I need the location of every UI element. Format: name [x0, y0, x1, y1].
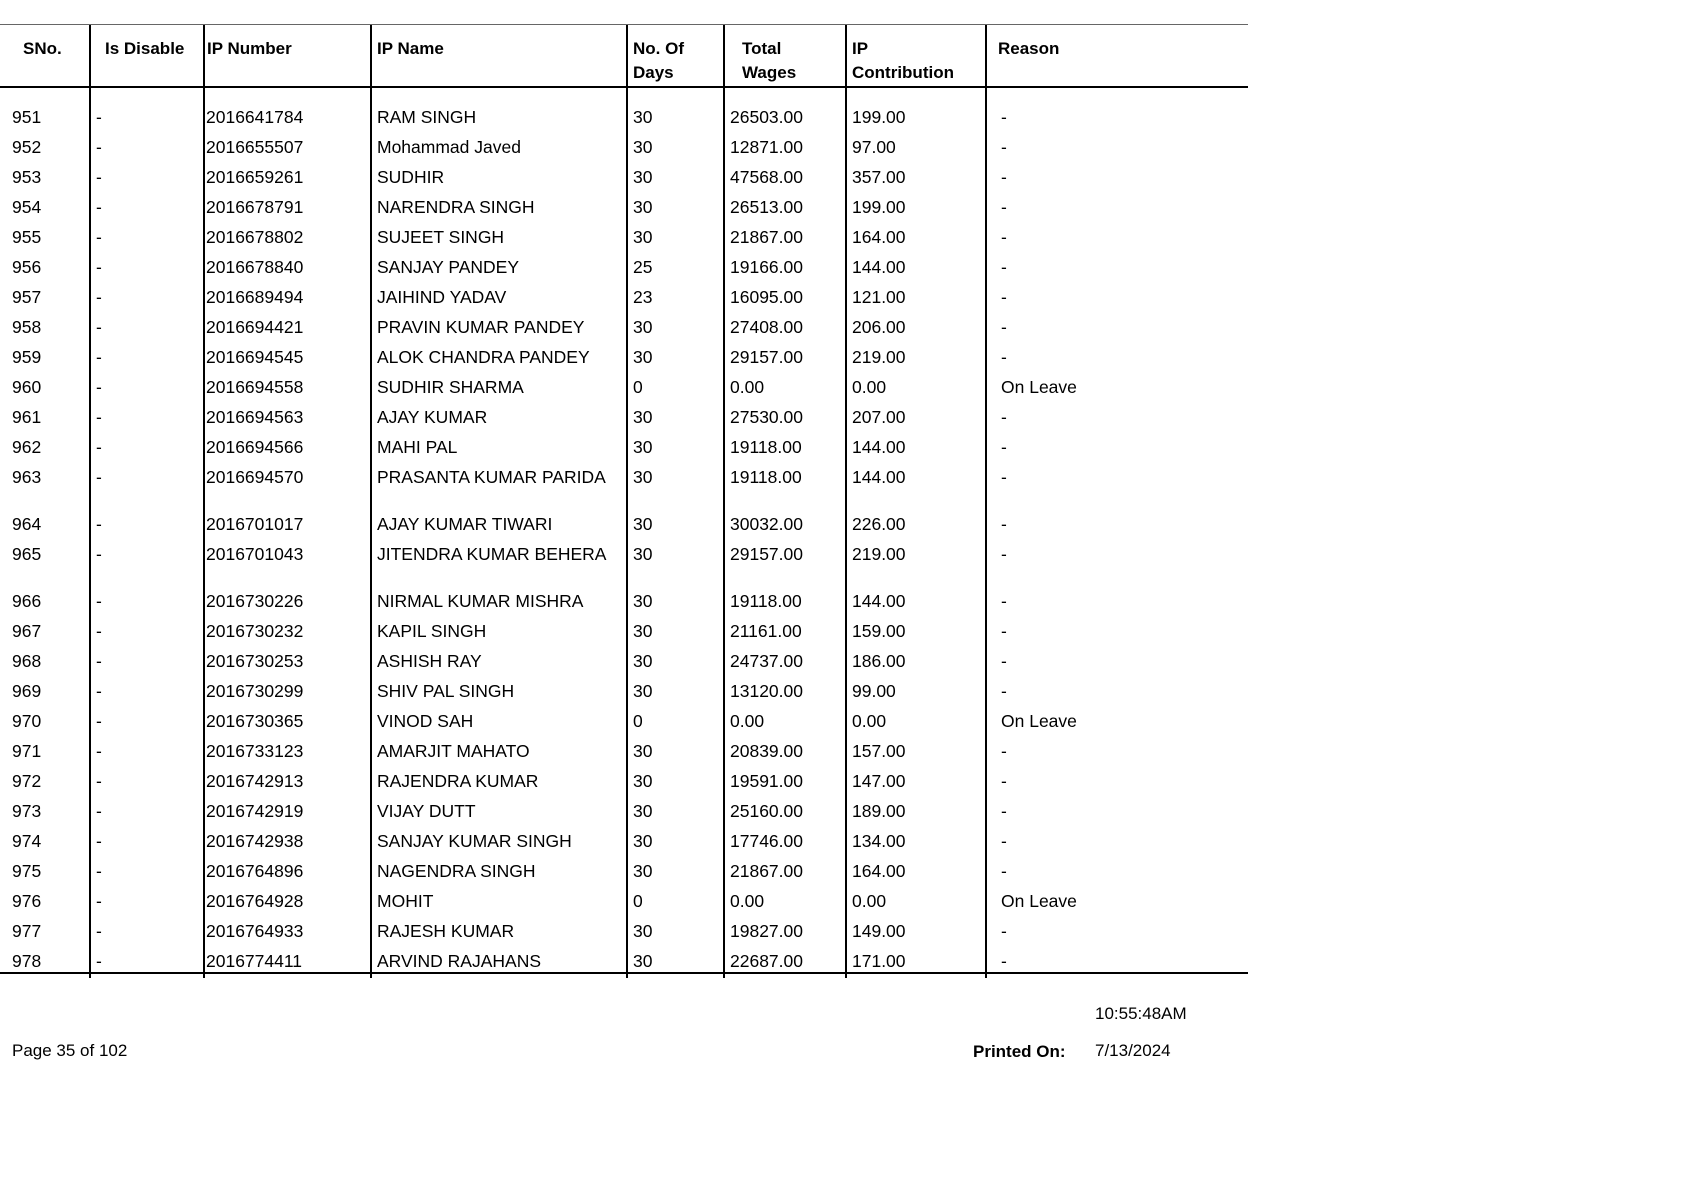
cell-sno: 969 — [12, 681, 42, 701]
cell-reason: - — [1001, 227, 1007, 247]
cell-sno: 961 — [12, 407, 42, 427]
header-reason: Reason — [998, 39, 1060, 58]
cell-sno: 963 — [12, 467, 42, 487]
cell-wages: 16095.00 — [730, 287, 803, 307]
cell-wages: 27408.00 — [730, 317, 803, 337]
cell-wages: 26513.00 — [730, 197, 803, 217]
cell-contribution: 189.00 — [852, 801, 906, 821]
cell-is-disable: - — [96, 514, 102, 534]
cell-contribution: 219.00 — [852, 347, 906, 367]
cell-sno: 966 — [12, 591, 42, 611]
cell-ip-number: 2016694570 — [206, 467, 304, 487]
cell-ip-name: KAPIL SINGH — [377, 621, 487, 641]
cell-wages: 22687.00 — [730, 951, 803, 971]
cell-contribution: 121.00 — [852, 287, 906, 307]
header-no-of-days — [633, 37, 684, 85]
cell-is-disable: - — [96, 437, 102, 457]
cell-reason: - — [1001, 287, 1007, 307]
cell-is-disable: - — [96, 317, 102, 337]
cell-ip-number: 2016730253 — [206, 651, 304, 671]
cell-is-disable: - — [96, 591, 102, 611]
cell-reason: - — [1001, 921, 1007, 941]
cell-wages: 25160.00 — [730, 801, 803, 821]
cell-contribution: 164.00 — [852, 861, 906, 881]
cell-is-disable: - — [96, 107, 102, 127]
cell-ip-name: NARENDRA SINGH — [377, 197, 535, 217]
cell-ip-name: JAIHIND YADAV — [377, 287, 507, 307]
cell-reason: - — [1001, 801, 1007, 821]
cell-ip-name: ASHISH RAY — [377, 651, 482, 671]
column-divider — [203, 25, 205, 978]
cell-ip-number: 2016689494 — [206, 287, 304, 307]
cell-days: 30 — [633, 137, 653, 157]
cell-days: 30 — [633, 437, 653, 457]
cell-reason: - — [1001, 951, 1007, 971]
cell-reason: On Leave — [1001, 891, 1077, 911]
cell-days: 30 — [633, 801, 653, 821]
cell-sno: 975 — [12, 861, 42, 881]
cell-ip-name: AMARJIT MAHATO — [377, 741, 530, 761]
cell-ip-number: 2016730365 — [206, 711, 304, 731]
cell-is-disable: - — [96, 771, 102, 791]
cell-ip-number: 2016774411 — [206, 951, 303, 971]
cell-contribution: 199.00 — [852, 197, 906, 217]
cell-is-disable: - — [96, 951, 102, 971]
cell-wages: 20839.00 — [730, 741, 803, 761]
cell-is-disable: - — [96, 921, 102, 941]
cell-sno: 978 — [12, 951, 42, 971]
cell-is-disable: - — [96, 891, 102, 911]
cell-ip-number: 2016742938 — [206, 831, 304, 851]
cell-is-disable: - — [96, 377, 102, 397]
cell-ip-name: JITENDRA KUMAR BEHERA — [377, 544, 607, 564]
cell-days: 30 — [633, 407, 653, 427]
cell-contribution: 149.00 — [852, 921, 906, 941]
header-ip-contribution — [852, 37, 954, 85]
cell-days: 30 — [633, 107, 653, 127]
cell-sno: 956 — [12, 257, 42, 277]
cell-reason: - — [1001, 514, 1007, 534]
cell-ip-number: 2016764933 — [206, 921, 304, 941]
cell-sno: 960 — [12, 377, 42, 397]
header-bottom-rule — [0, 86, 1248, 88]
cell-wages: 21867.00 — [730, 227, 803, 247]
cell-ip-name: NAGENDRA SINGH — [377, 861, 536, 881]
cell-sno: 965 — [12, 544, 42, 564]
cell-ip-name: SANJAY PANDEY — [377, 257, 519, 277]
cell-wages: 19591.00 — [730, 771, 803, 791]
cell-contribution: 134.00 — [852, 831, 906, 851]
cell-reason: - — [1001, 651, 1007, 671]
cell-reason: - — [1001, 771, 1007, 791]
cell-is-disable: - — [96, 227, 102, 247]
cell-days: 30 — [633, 951, 653, 971]
cell-ip-name: SANJAY KUMAR SINGH — [377, 831, 572, 851]
cell-is-disable: - — [96, 544, 102, 564]
cell-days: 30 — [633, 771, 653, 791]
cell-reason: - — [1001, 407, 1007, 427]
cell-sno: 967 — [12, 621, 42, 641]
cell-wages: 30032.00 — [730, 514, 803, 534]
header-no-of-days-line1: No. Of — [633, 39, 684, 58]
cell-is-disable: - — [96, 257, 102, 277]
cell-contribution: 186.00 — [852, 651, 906, 671]
printed-date: 7/13/2024 — [1095, 1041, 1171, 1060]
cell-days: 30 — [633, 591, 653, 611]
cell-ip-number: 2016730299 — [206, 681, 304, 701]
cell-reason: On Leave — [1001, 711, 1077, 731]
cell-is-disable: - — [96, 711, 102, 731]
cell-wages: 21161.00 — [730, 621, 802, 641]
cell-ip-name: RAJENDRA KUMAR — [377, 771, 539, 791]
cell-days: 0 — [633, 711, 643, 731]
cell-days: 0 — [633, 377, 643, 397]
cell-wages: 29157.00 — [730, 544, 803, 564]
column-divider — [370, 25, 372, 978]
cell-reason: - — [1001, 167, 1007, 187]
cell-days: 30 — [633, 831, 653, 851]
cell-ip-number: 2016641784 — [206, 107, 304, 127]
cell-reason: - — [1001, 437, 1007, 457]
cell-sno: 954 — [12, 197, 42, 217]
cell-reason: - — [1001, 107, 1007, 127]
cell-contribution: 219.00 — [852, 544, 906, 564]
cell-sno: 951 — [12, 107, 42, 127]
cell-wages: 19118.00 — [730, 437, 802, 457]
cell-days: 30 — [633, 921, 653, 941]
cell-contribution: 144.00 — [852, 257, 906, 277]
cell-reason: - — [1001, 257, 1007, 277]
cell-sno: 976 — [12, 891, 42, 911]
cell-is-disable: - — [96, 137, 102, 157]
column-divider — [723, 25, 725, 978]
cell-contribution: 164.00 — [852, 227, 906, 247]
cell-wages: 19827.00 — [730, 921, 803, 941]
printed-on-label: Printed On: — [973, 1042, 1066, 1061]
cell-is-disable: - — [96, 801, 102, 821]
cell-ip-name: ALOK CHANDRA PANDEY — [377, 347, 590, 367]
cell-is-disable: - — [96, 651, 102, 671]
cell-ip-number: 2016733123 — [206, 741, 304, 761]
cell-contribution: 147.00 — [852, 771, 906, 791]
cell-days: 30 — [633, 651, 653, 671]
cell-contribution: 171.00 — [852, 951, 906, 971]
cell-is-disable: - — [96, 347, 102, 367]
cell-is-disable: - — [96, 861, 102, 881]
cell-contribution: 0.00 — [852, 377, 887, 397]
cell-ip-name: RAM SINGH — [377, 107, 477, 127]
cell-ip-number: 2016694558 — [206, 377, 304, 397]
cell-sno: 955 — [12, 227, 42, 247]
cell-is-disable: - — [96, 407, 102, 427]
cell-ip-name: ARVIND RAJAHANS — [377, 951, 542, 971]
cell-ip-number: 2016764928 — [206, 891, 304, 911]
cell-days: 30 — [633, 514, 653, 534]
cell-sno: 959 — [12, 347, 42, 367]
cell-ip-name: PRAVIN KUMAR PANDEY — [377, 317, 585, 337]
cell-days: 30 — [633, 197, 653, 217]
cell-days: 25 — [633, 257, 653, 277]
cell-sno: 973 — [12, 801, 42, 821]
cell-contribution: 159.00 — [852, 621, 906, 641]
cell-ip-name: SUDHIR SHARMA — [377, 377, 524, 397]
cell-ip-name: Mohammad Javed — [377, 137, 521, 157]
cell-sno: 957 — [12, 287, 42, 307]
page-number: Page 35 of 102 — [12, 1041, 128, 1060]
cell-ip-number: 2016701043 — [206, 544, 304, 564]
cell-sno: 958 — [12, 317, 42, 337]
cell-contribution: 226.00 — [852, 514, 906, 534]
header-ip-contribution-line2: Contribution — [852, 63, 954, 82]
cell-ip-number: 2016678802 — [206, 227, 304, 247]
cell-ip-number: 2016730232 — [206, 621, 304, 641]
cell-is-disable: - — [96, 831, 102, 851]
cell-wages: 0.00 — [730, 377, 765, 397]
cell-reason: - — [1001, 197, 1007, 217]
header-sno: SNo. — [23, 39, 62, 58]
header-ip-name: IP Name — [377, 39, 444, 58]
cell-wages: 0.00 — [730, 711, 765, 731]
header-total-wages — [742, 37, 796, 85]
cell-wages: 19118.00 — [730, 467, 802, 487]
cell-sno: 977 — [12, 921, 42, 941]
header-ip-number: IP Number — [207, 39, 292, 58]
cell-sno: 968 — [12, 651, 42, 671]
cell-ip-number: 2016764896 — [206, 861, 304, 881]
cell-days: 30 — [633, 347, 653, 367]
printed-time: 10:55:48AM — [1095, 1004, 1187, 1023]
cell-reason: - — [1001, 621, 1007, 641]
cell-reason: On Leave — [1001, 377, 1077, 397]
cell-days: 30 — [633, 317, 653, 337]
cell-ip-name: SHIV PAL SINGH — [377, 681, 515, 701]
cell-ip-name: VIJAY DUTT — [377, 801, 476, 821]
cell-wages: 13120.00 — [730, 681, 803, 701]
cell-reason: - — [1001, 831, 1007, 851]
cell-days: 30 — [633, 467, 653, 487]
table-bottom-rule — [0, 972, 1248, 974]
header-ip-contribution-line1: IP — [852, 39, 869, 58]
header-total-wages-line1: Total — [742, 39, 782, 58]
header-total-wages-line2: Wages — [742, 63, 797, 82]
cell-contribution: 207.00 — [852, 407, 906, 427]
cell-days: 30 — [633, 621, 653, 641]
cell-reason: - — [1001, 467, 1007, 487]
cell-ip-name: SUJEET SINGH — [377, 227, 505, 247]
cell-sno: 962 — [12, 437, 42, 457]
cell-days: 23 — [633, 287, 653, 307]
cell-days: 30 — [633, 741, 653, 761]
cell-contribution: 0.00 — [852, 711, 887, 731]
cell-ip-number: 2016730226 — [206, 591, 304, 611]
cell-contribution: 157.00 — [852, 741, 906, 761]
cell-ip-number: 2016678791 — [206, 197, 304, 217]
cell-contribution: 357.00 — [852, 167, 906, 187]
cell-wages: 29157.00 — [730, 347, 803, 367]
cell-is-disable: - — [96, 741, 102, 761]
cell-ip-number: 2016678840 — [206, 257, 304, 277]
cell-days: 30 — [633, 167, 653, 187]
cell-ip-number: 2016694563 — [206, 407, 304, 427]
cell-reason: - — [1001, 591, 1007, 611]
cell-is-disable: - — [96, 681, 102, 701]
cell-ip-name: RAJESH KUMAR — [377, 921, 515, 941]
cell-reason: - — [1001, 137, 1007, 157]
cell-contribution: 199.00 — [852, 107, 906, 127]
cell-sno: 970 — [12, 711, 42, 731]
cell-is-disable: - — [96, 167, 102, 187]
cell-contribution: 144.00 — [852, 591, 906, 611]
cell-ip-name: AJAY KUMAR TIWARI — [377, 514, 553, 534]
cell-reason: - — [1001, 741, 1007, 761]
cell-ip-name: SUDHIR — [377, 167, 445, 187]
cell-days: 30 — [633, 861, 653, 881]
cell-days: 30 — [633, 227, 653, 247]
cell-days: 30 — [633, 681, 653, 701]
cell-is-disable: - — [96, 287, 102, 307]
cell-reason: - — [1001, 317, 1007, 337]
cell-ip-name: MOHIT — [377, 891, 434, 911]
cell-is-disable: - — [96, 197, 102, 217]
cell-ip-name: AJAY KUMAR — [377, 407, 488, 427]
cell-sno: 974 — [12, 831, 42, 851]
cell-sno: 964 — [12, 514, 42, 534]
cell-ip-number: 2016694421 — [206, 317, 304, 337]
cell-wages: 27530.00 — [730, 407, 803, 427]
cell-wages: 24737.00 — [730, 651, 803, 671]
cell-reason: - — [1001, 861, 1007, 881]
cell-contribution: 0.00 — [852, 891, 887, 911]
cell-days: 0 — [633, 891, 643, 911]
cell-ip-name: PRASANTA KUMAR PARIDA — [377, 467, 606, 487]
column-divider — [89, 25, 91, 978]
cell-contribution: 206.00 — [852, 317, 906, 337]
cell-sno: 952 — [12, 137, 42, 157]
cell-ip-number: 2016742919 — [206, 801, 304, 821]
cell-wages: 47568.00 — [730, 167, 803, 187]
cell-reason: - — [1001, 347, 1007, 367]
cell-sno: 953 — [12, 167, 42, 187]
cell-ip-number: 2016659261 — [206, 167, 304, 187]
cell-ip-number: 2016694545 — [206, 347, 304, 367]
cell-wages: 21867.00 — [730, 861, 803, 881]
cell-reason: - — [1001, 544, 1007, 564]
cell-is-disable: - — [96, 621, 102, 641]
cell-wages: 17746.00 — [730, 831, 803, 851]
cell-ip-number: 2016655507 — [206, 137, 304, 157]
cell-wages: 12871.00 — [730, 137, 803, 157]
cell-is-disable: - — [96, 467, 102, 487]
cell-wages: 19166.00 — [730, 257, 803, 277]
cell-ip-number: 2016701017 — [206, 514, 304, 534]
cell-contribution: 99.00 — [852, 681, 896, 701]
cell-reason: - — [1001, 681, 1007, 701]
table-top-rule — [0, 24, 1248, 25]
cell-contribution: 144.00 — [852, 467, 906, 487]
cell-contribution: 97.00 — [852, 137, 896, 157]
cell-wages: 26503.00 — [730, 107, 803, 127]
cell-contribution: 144.00 — [852, 437, 906, 457]
cell-days: 30 — [633, 544, 653, 564]
cell-ip-number: 2016694566 — [206, 437, 304, 457]
column-divider — [845, 25, 847, 978]
header-is-disable: Is Disable — [105, 39, 185, 58]
cell-ip-name: VINOD SAH — [377, 711, 474, 731]
header-no-of-days-line2: Days — [633, 63, 674, 82]
cell-ip-name: NIRMAL KUMAR MISHRA — [377, 591, 584, 611]
cell-wages: 0.00 — [730, 891, 765, 911]
cell-sno: 971 — [12, 741, 42, 761]
cell-sno: 972 — [12, 771, 42, 791]
cell-ip-number: 2016742913 — [206, 771, 304, 791]
cell-ip-name: MAHI PAL — [377, 437, 458, 457]
cell-wages: 19118.00 — [730, 591, 802, 611]
column-divider — [985, 25, 987, 978]
column-divider — [626, 25, 628, 978]
